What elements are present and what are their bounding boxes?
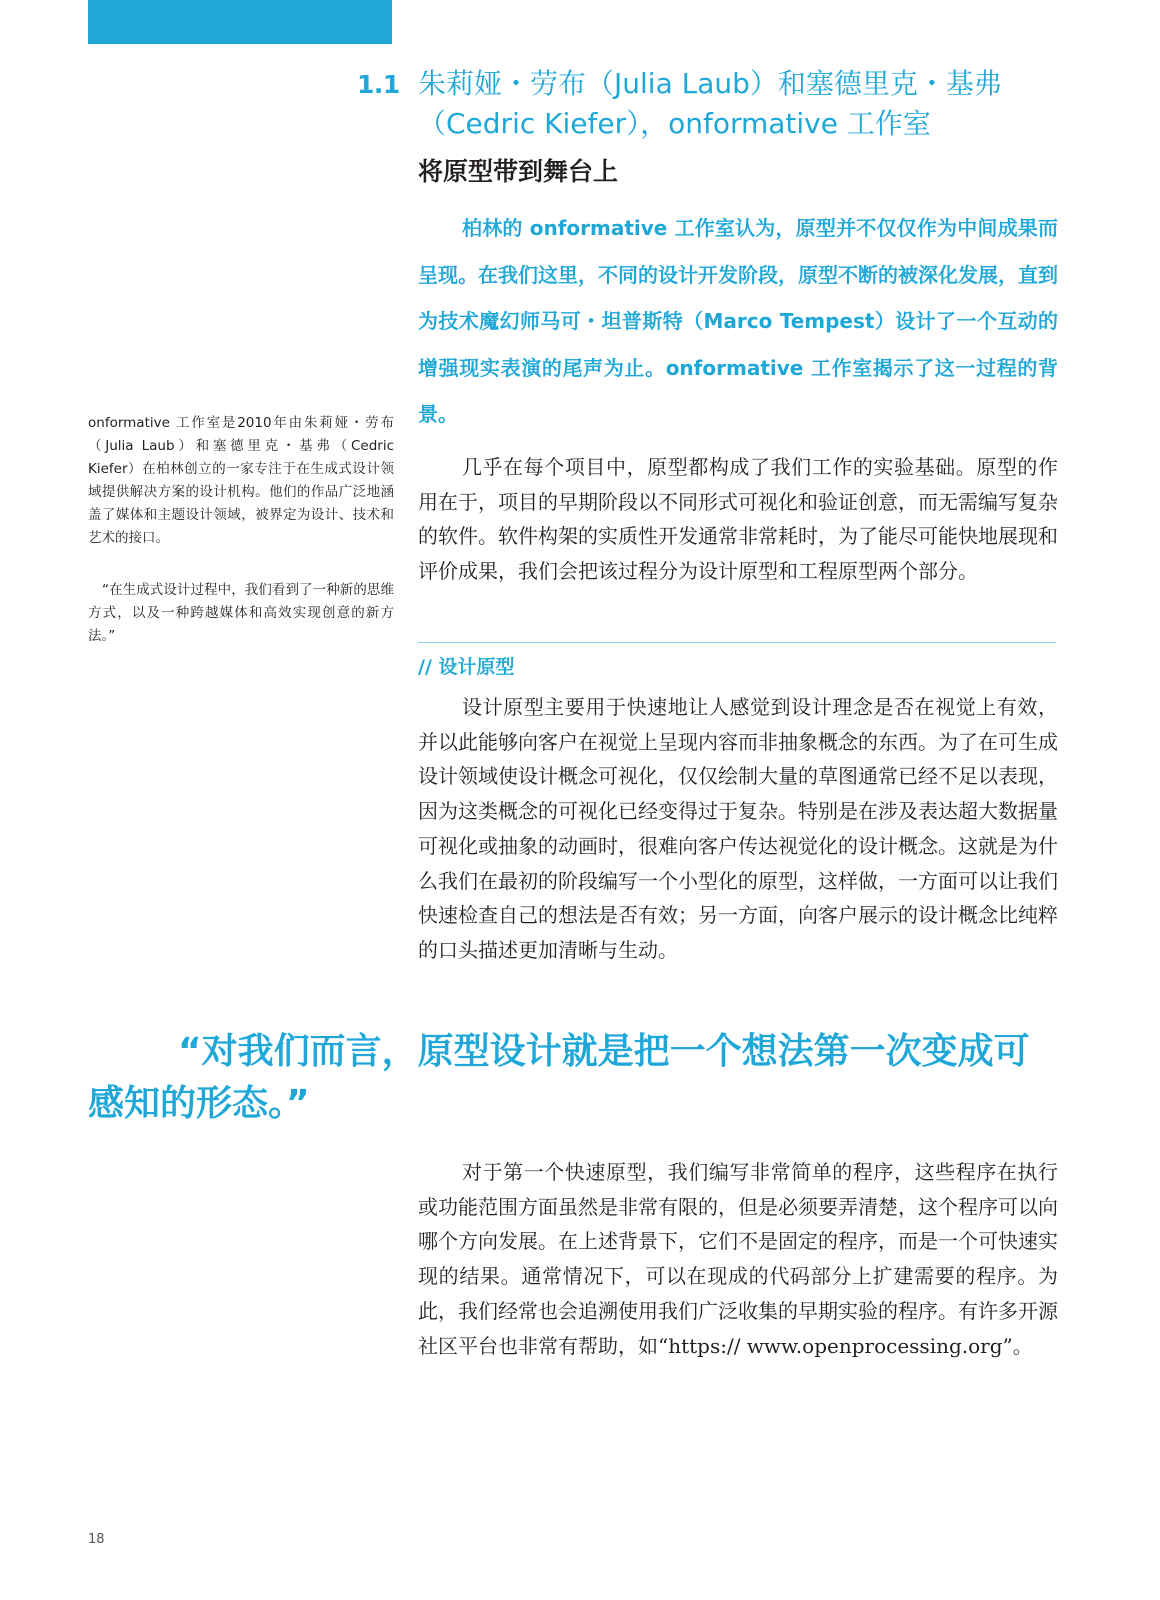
subheading-design-prototype: // 设计原型 (418, 656, 515, 678)
section-title-line1: 朱莉娅・劳布（Julia Laub）和塞德里克・基弗 (418, 67, 1002, 100)
intro-paragraph: 柏林的 onformative 工作室认为，原型并不仅仅作为中间成果而呈现。在我们这里，不同的设计开发阶段，原型不断的被深化发展，直到为技术魔幻师马可・坦普斯特（Marco Tempest）设计了一个互动的增强现实表演的尾声为止。onformative 工作室揭示了这一过程的背景。 (418, 216, 1058, 426)
section-number: 1.1 (357, 70, 400, 99)
sidebar-note-quote: “在生成式设计过程中，我们看到了一种新的思维方式，以及一种跨越媒体和高效实现创意的新方法。” (88, 582, 394, 644)
page-number: 18 (88, 1532, 105, 1547)
section-title (418, 64, 1058, 144)
body-paragraph-2: 设计原型主要用于快速地让人感觉到设计理念是否在视觉上有效，并以此能够向客户在视觉上呈现内容而非抽象概念的东西。为了在可生成设计领域使设计概念可视化，仅仅绘制大量的草图通常已经不足以表现，因为这类概念的可视化已经变得过于复杂。特别是在涉及表达超大数据量可视化或抽象的动画时，很难向客户传达视觉化的设计概念。这就是为什么我们在最初的阶段编写一个小型化的原型，这样做，一方面可以让我们快速检查自己的想法是否有效；另一方面，向客户展示的设计概念比纯粹的口头描述更加清晰与生动。 (418, 695, 1058, 962)
body-paragraph-3: 对于第一个快速原型，我们编写非常简单的程序，这些程序在执行或功能范围方面虽然是非常有限的，但是必须要弄清楚，这个程序可以向哪个方向发展。在上述背景下，它们不是固定的程序，而是一个可快速实现的结果。通常情况下，可以在现成的代码部分上扩建需要的程序。为此，我们经常也会追溯使用我们广泛收集的早期实验的程序。有许多开源社区平台也非常有帮助，如“https:// www.openprocessing.org”。 (418, 1160, 1058, 1358)
sidebar-note-studio: onformative 工作室是2010年由朱莉娅・劳布（Julia Laub）和塞德里克・基弗（Cedric Kiefer）在柏林创立的一家专注于在生成式设计领域提供解决方案的设计机构。他们的作品广泛地涵盖了媒体和主题设计领域，被界定为设计、技术和艺术的接口。 (88, 415, 394, 546)
header-color-bar (88, 0, 392, 44)
section-subtitle: 将原型带到舞台上 (418, 157, 619, 186)
pull-quote: “对我们而言，原型设计就是把一个想法第一次变成可感知的形态。” (88, 1031, 1030, 1124)
body-paragraph-1: 几乎在每个项目中，原型都构成了我们工作的实验基础。原型的作用在于，项目的早期阶段以不同形式可视化和验证创意，而无需编写复杂的软件。软件构架的实质性开发通常非常耗时，为了能尽可能快地展现和评价成果，我们会把该过程分为设计原型和工程原型两个部分。 (418, 455, 1058, 584)
section-title-line2: （Cedric Kiefer），onformative 工作室 (418, 107, 931, 140)
section-divider (418, 642, 1056, 643)
